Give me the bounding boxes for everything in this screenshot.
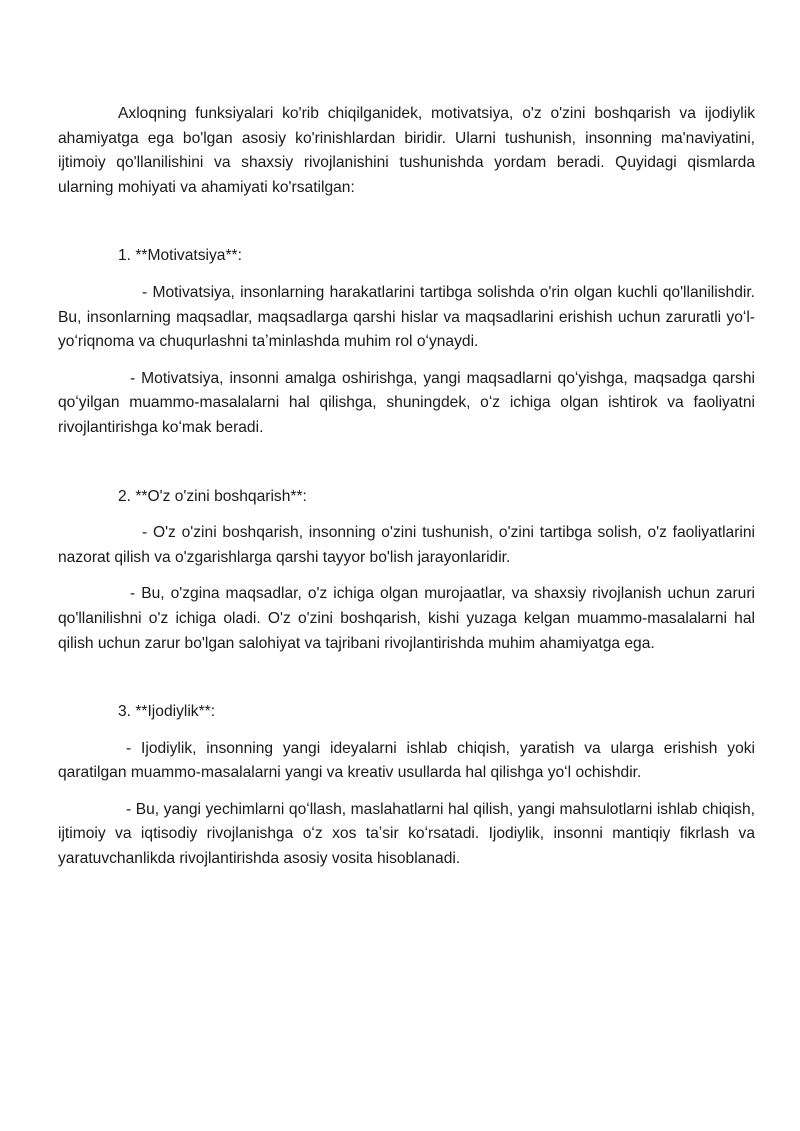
section-motivatsiya [58, 244, 755, 440]
document-page [58, 102, 755, 884]
section-heading: 2. **O'z o'zini boshqarish**: [118, 487, 307, 505]
section-ijodiylik [58, 700, 755, 872]
bullet-paragraph: - O'z o'zini boshqarish, insonning o'zini tushunish, o'zini tartibga solish, o'z faoliyatlarini nazorat qilish va o'zgarishlarga qarshi tayyor bo'lish jarayonlaridir. [58, 524, 755, 566]
bullet-paragraph: - Bu, o'zgina maqsadlar, o'z ichiga olgan murojaatlar, va shaxsiy rivojlanish uchun zaruri qo'llanilishni o'z ichiga oladi. O'z o'zini boshqarish, kishi yuzaga kelgan muammo-masalalarni hal qilish uchun zarur bo'lgan salohiyat va tajribani rivojlantirishda muhim ahamiyatga ega. [58, 585, 755, 652]
section-spacer [58, 668, 755, 700]
section-spacer [58, 453, 755, 485]
bullet-paragraph: - Motivatsiya, insonni amalga oshirishga, yangi maqsadlarni qoʻyishga, maqsadga qarshi qoʻyilgan muammo-masalalarni hal qilishga, shuningdek, oʻz ichiga olgan ishtirok va faoliyatni rivojlantirishga koʻmak beradi. [58, 369, 755, 436]
intro-paragraph: Axloqning funksiyalari ko'rib chiqilganidek, motivatsiya, o'z o'zini boshqarish va ijodiylik ahamiyatga ega bo'lgan asosiy ko'rinishlardan biridir. Ularni tushunish, insonning ma'naviyatini, ijtimoiy qo'llanilishini va shaxsiy rivojlanishini tushunishda yordam beradi. Quyidagi qismlarda ularning mohiyati va ahamiyati ko'rsatilgan: [58, 105, 755, 196]
section-heading: 3. **Ijodiylik**: [118, 703, 216, 721]
bullet-paragraph: - Ijodiylik, insonning yangi ideyalarni ishlab chiqish, yaratish va ularga erishish yoki qaratilgan muammo-masalalarni yangi va kreativ usullarda hal qilishga yoʻl ochishdir. [58, 739, 755, 782]
section-heading: 1. **Motivatsiya**: [118, 247, 242, 265]
bullet-paragraph: - Motivatsiya, insonlarning harakatlarini tartibga solishda o'rin olgan kuchli qo'llanilishdir. Bu, insonlarning maqsadlar, maqsadlarga qarshi hislar va maqsadlarini erishish uchun zaruratli yoʻl-yoʻriqnoma va chuqurlashni taʼminlashda muhim rol oʻynaydi. [58, 283, 755, 351]
section-ozini-boshqarish [58, 485, 755, 657]
bullet-paragraph: - Bu, yangi yechimlarni qoʻllash, maslahatlarni hal qilish, yangi mahsulotlarni ishlab chiqish, ijtimoiy va iqtisodiy rivojlanishga oʻz xos taʼsir koʻrsatadi. Ijodiylik, insonni mantiqiy fikrlash va yaratuvchanlikda rivojlantirishda asosiy vosita hisoblanadi. [58, 800, 755, 868]
